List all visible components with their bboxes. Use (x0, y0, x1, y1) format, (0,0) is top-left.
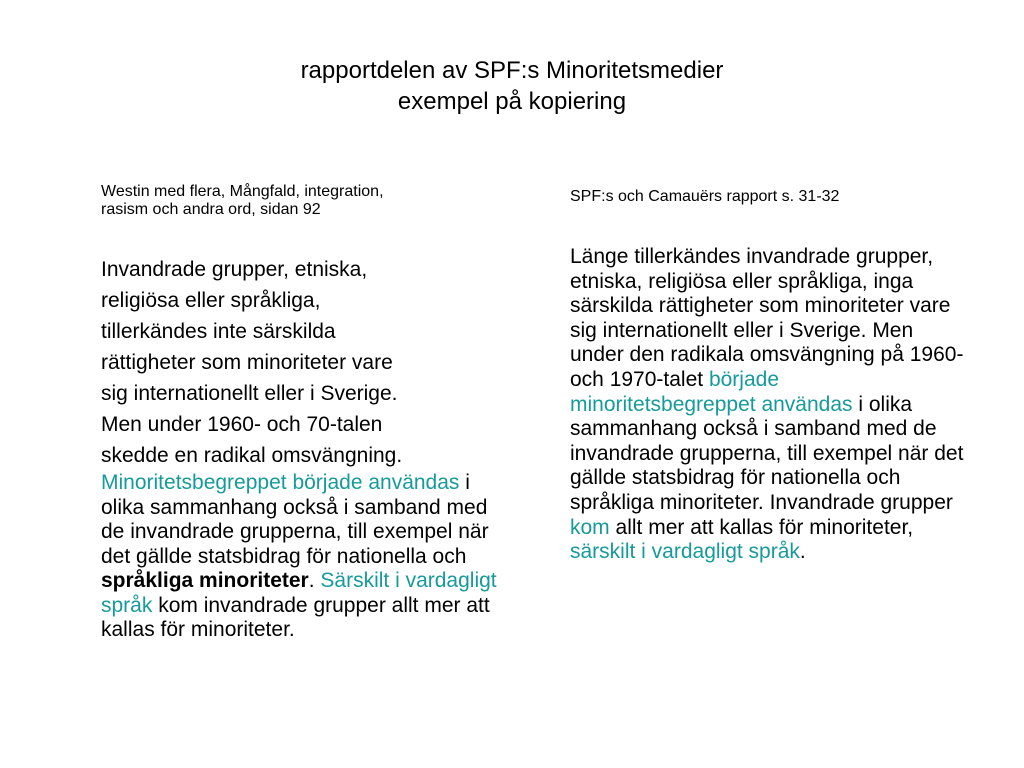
left-source-citation (101, 183, 384, 219)
left-paragraph-2 (101, 471, 501, 643)
right-p-text-4: . (799, 540, 806, 564)
left-p2-highlight-2: Särskilt i vardagligt språk (101, 569, 497, 617)
right-p-highlight-1: började minoritetsbegreppet användas (570, 367, 853, 416)
left-p1-line-6: Men under 1960- och 70-talen (101, 413, 383, 436)
left-paragraph-1 (101, 254, 402, 471)
right-paragraph (570, 245, 970, 565)
right-p-text-2: i olika sammanhang också i samband med de invandrade grupperna, till exempel när det gällde statsbidrag för nationella och språkliga minoriteter. Invandrade grupper (570, 392, 964, 514)
right-p-highlight-3: särskilt i vardagligt språk (570, 540, 800, 564)
title-line-2: exempel på kopiering (397, 88, 627, 115)
left-p1-line-2: religiösa eller språkliga, (101, 289, 321, 312)
left-source-line-1: Westin med flera, Mångfald, integration, (101, 183, 384, 200)
right-p-highlight-2: kom (570, 515, 610, 539)
right-p-text-1: Länge tillerkändes invandrade grupper, etniska, religiösa eller språkliga, inga särskilda rättigheter som minoriteter vare sig internationellt eller i Sverige. Men under den radikala omsvängning på 1960- och 1970-talet (570, 245, 964, 391)
left-p2-highlight-1: Minoritetsbegreppet började användas (101, 471, 460, 494)
page-title (0, 55, 1024, 117)
left-p1-line-1: Invandrade grupper, etniska, (101, 258, 368, 281)
left-p2-text-2: . (308, 569, 321, 592)
right-source-citation: SPF:s och Camauërs rapport s. 31-32 (570, 188, 840, 205)
left-p1-line-4: rättigheter som minoriteter vare (101, 351, 393, 374)
left-source-line-2: rasism och andra ord, sidan 92 (101, 201, 321, 218)
left-p2-text-3: kom invandrade grupper allt mer att kallas för minoriteter. (101, 593, 490, 641)
left-p1-line-7: skedde en radikal omsvängning. (101, 444, 403, 467)
left-p2-text-1: i olika sammanhang också i samband med de invandrade grupperna, till exempel när det gällde statsbidrag för nationella och (101, 471, 489, 568)
left-p2-bold-1: språkliga minoriteter (101, 569, 309, 592)
title-line-1: rapportdelen av SPF:s Minoritetsmedier (300, 57, 724, 84)
left-p1-line-5: sig internationellt eller i Sverige. (101, 382, 398, 405)
right-p-text-3: allt mer att kallas för minoriteter, (609, 515, 914, 539)
left-p1-line-3: tillerkändes inte särskilda (101, 320, 336, 343)
